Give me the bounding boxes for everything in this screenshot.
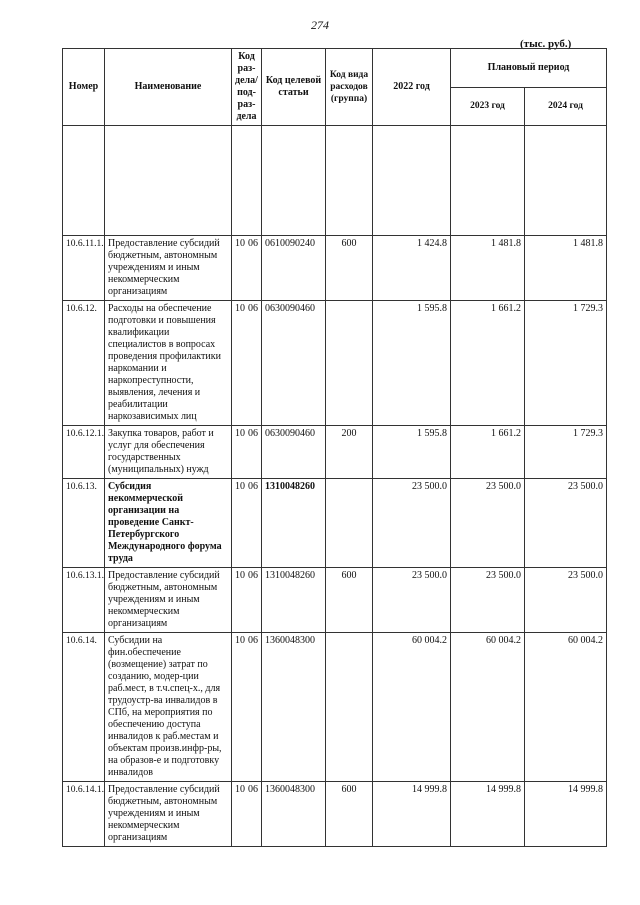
row-amount-2022: 1 424.8 — [373, 236, 451, 301]
row-subsection-code: 06 — [248, 238, 258, 249]
row-amount-2024: 1 729.3 — [525, 426, 607, 479]
row-expense: 600 — [326, 236, 373, 301]
header-target-article: Код целевой статьи — [262, 49, 326, 126]
row-amount-2023: 60 004.2 — [451, 633, 525, 782]
row-name: Субсидия некоммерческой организации на проведение Санкт-Петербургского Международного форума труда — [105, 479, 232, 568]
row-amount-2022: 60 004.2 — [373, 633, 451, 782]
row-number: 10.6.14. — [63, 633, 105, 782]
page-number: 274 — [311, 18, 329, 32]
row-subsection-code: 06 — [248, 428, 258, 439]
table-row — [63, 782, 607, 847]
row-name: Расходы на обеспечение подготовки и повышения квалификации специалистов в вопросах проведения профилактики наркомании и наркопреступности, выявления, лечения и реабилитации наркозависимых лиц — [105, 301, 232, 426]
row-expense: 600 — [326, 568, 373, 633]
row-name: Предоставление субсидий бюджетным, автономным учреждениям и иным некоммерческим организациям — [105, 236, 232, 301]
row-number: 10.6.13.1. — [63, 568, 105, 633]
row-amount-2023: 1 661.2 — [451, 301, 525, 426]
row-section — [232, 301, 262, 426]
row-amount-2023: 14 999.8 — [451, 782, 525, 847]
row-amount-2023: 1 661.2 — [451, 426, 525, 479]
table-row — [63, 236, 607, 301]
table-row — [63, 479, 607, 568]
row-amount-2024: 60 004.2 — [525, 633, 607, 782]
row-expense: 600 — [326, 782, 373, 847]
row-number: 10.6.12. — [63, 301, 105, 426]
row-section-code: 10 — [235, 303, 245, 314]
row-article: 1310048260 — [262, 479, 326, 568]
row-subsection-code: 06 — [248, 303, 258, 314]
row-amount-2024: 1 481.8 — [525, 236, 607, 301]
row-amount-2022: 1 595.8 — [373, 426, 451, 479]
row-article: 0630090460 — [262, 301, 326, 426]
header-year-2022: 2022 год — [373, 49, 451, 126]
row-amount-2023: 1 481.8 — [451, 236, 525, 301]
row-expense: 200 — [326, 426, 373, 479]
row-name: Закупка товаров, работ и услуг для обеспечения государственных (муниципальных) нужд — [105, 426, 232, 479]
table-row — [63, 633, 607, 782]
header-year-2023: 2023 год — [451, 87, 525, 126]
table-row — [63, 426, 607, 479]
row-expense — [326, 301, 373, 426]
row-amount-2022: 23 500.0 — [373, 568, 451, 633]
header-year-2024: 2024 год — [525, 87, 607, 126]
row-section — [232, 782, 262, 847]
table-header — [63, 49, 607, 236]
row-number: 10.6.11.1. — [63, 236, 105, 301]
row-article: 0630090460 — [262, 426, 326, 479]
budget-table — [62, 48, 607, 847]
row-article: 1310048260 — [262, 568, 326, 633]
row-subsection-code: 06 — [248, 784, 258, 795]
row-section — [232, 479, 262, 568]
row-amount-2022: 14 999.8 — [373, 782, 451, 847]
row-section-code: 10 — [235, 635, 245, 646]
row-subsection-code: 06 — [248, 481, 258, 492]
row-expense — [326, 633, 373, 782]
row-section-code: 10 — [235, 570, 245, 581]
row-amount-2024: 23 500.0 — [525, 479, 607, 568]
row-amount-2024: 23 500.0 — [525, 568, 607, 633]
row-article: 1360048300 — [262, 782, 326, 847]
row-number: 10.6.14.1. — [63, 782, 105, 847]
row-name: Субсидии на фин.обеспечение (возмещение) затрат по созданию, модер-ции раб.мест, в т.ч.спец-х., для трудоустр-ва инвалидов в СПб, на мероприятия по обеспечению доступа инвалидов к раб.местам и объектам произв.инфр-ры, на образов-е и подготовку инвалидов — [105, 633, 232, 782]
row-subsection-code: 06 — [248, 635, 258, 646]
row-expense — [326, 479, 373, 568]
row-section — [232, 426, 262, 479]
row-name: Предоставление субсидий бюджетным, автономным учреждениям и иным некоммерческим организациям — [105, 568, 232, 633]
header-number: Номер — [63, 49, 105, 126]
row-amount-2022: 23 500.0 — [373, 479, 451, 568]
header-spacer-row — [63, 126, 607, 236]
row-section-code: 10 — [235, 481, 245, 492]
row-amount-2023: 23 500.0 — [451, 568, 525, 633]
table-row — [63, 568, 607, 633]
table-row — [63, 301, 607, 426]
row-number: 10.6.13. — [63, 479, 105, 568]
row-section-code: 10 — [235, 428, 245, 439]
row-section-code: 10 — [235, 238, 245, 249]
header-planning-period: Плановый период — [451, 49, 607, 88]
row-section — [232, 568, 262, 633]
row-amount-2024: 1 729.3 — [525, 301, 607, 426]
units-label: (тыс. руб.) — [520, 38, 572, 50]
row-article: 0610090240 — [262, 236, 326, 301]
row-number: 10.6.12.1. — [63, 426, 105, 479]
row-section-code: 10 — [235, 784, 245, 795]
row-amount-2024: 14 999.8 — [525, 782, 607, 847]
row-section — [232, 633, 262, 782]
row-amount-2023: 23 500.0 — [451, 479, 525, 568]
row-subsection-code: 06 — [248, 570, 258, 581]
row-name: Предоставление субсидий бюджетным, автономным учреждениям и иным некоммерческим организациям — [105, 782, 232, 847]
row-amount-2022: 1 595.8 — [373, 301, 451, 426]
header-expense-type: Код вида расходов (группа) — [326, 49, 373, 126]
row-article: 1360048300 — [262, 633, 326, 782]
header-name: Наименование — [105, 49, 232, 126]
header-section: Код раз-дела/ под-раз-дела — [232, 49, 262, 126]
row-section — [232, 236, 262, 301]
